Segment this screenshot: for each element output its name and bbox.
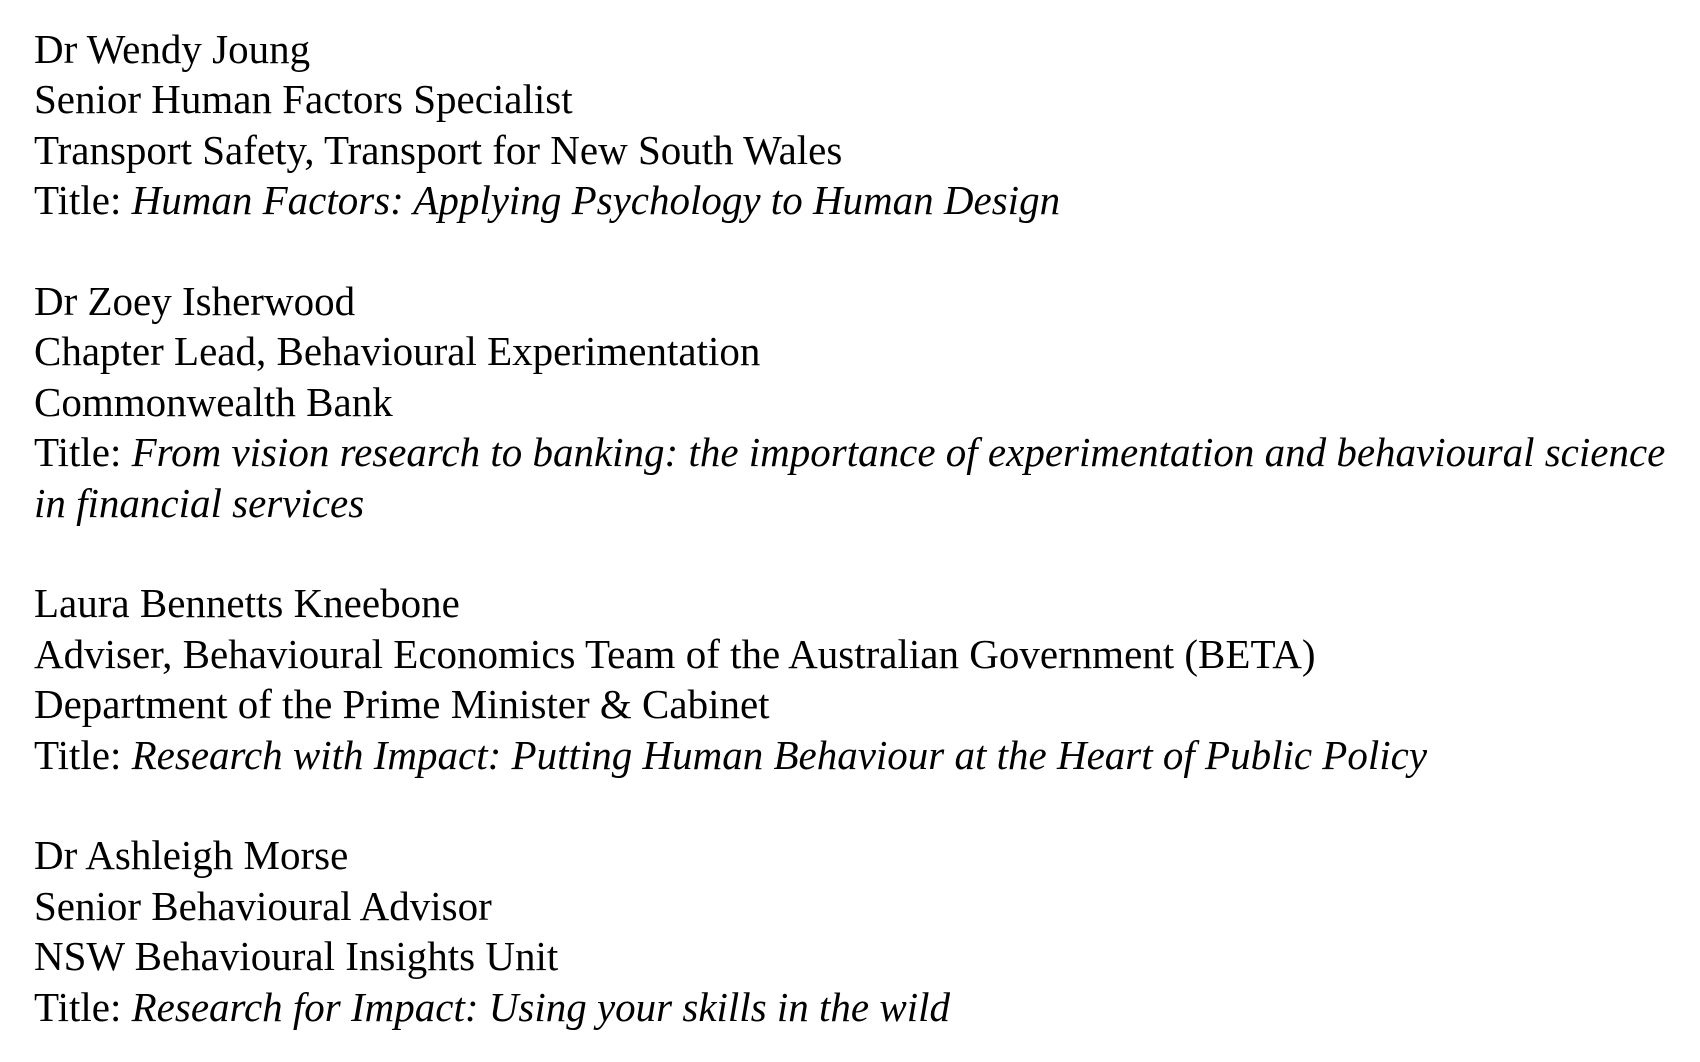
speaker-organisation: NSW Behavioural Insights Unit — [34, 933, 559, 980]
talk-title: Research with Impact: Putting Human Behaviour at the Heart of Public Policy — [131, 731, 1428, 778]
speaker-organisation: Commonwealth Bank — [34, 378, 393, 425]
speaker-role: Senior Human Factors Specialist — [34, 76, 573, 123]
talk-title-label: Title: — [34, 731, 132, 778]
talk-title: Human Factors: Applying Psychology to Human Design — [131, 177, 1061, 224]
talk-title-line — [34, 427, 1674, 528]
speaker-name: Dr Zoey Isherwood — [34, 278, 356, 325]
speaker-role: Chapter Lead, Behavioural Experimentation — [34, 328, 761, 375]
talk-title-line — [34, 730, 1674, 780]
speaker-entry — [34, 276, 1674, 528]
speaker-organisation: Transport Safety, Transport for New South Wales — [34, 126, 843, 173]
speaker-name: Dr Ashleigh Morse — [34, 832, 349, 879]
speaker-organisation: Department of the Prime Minister & Cabinet — [34, 681, 770, 728]
talk-title-line — [34, 175, 1674, 225]
talk-title-label: Title: — [34, 177, 132, 224]
speaker-entry — [34, 24, 1674, 226]
speaker-entry — [34, 578, 1674, 780]
talk-title: Research for Impact: Using your skills in the wild — [131, 983, 951, 1030]
talk-title: From vision research to banking: the importance of experimentation and behavioural science in financial services — [34, 429, 1666, 526]
talk-title-label: Title: — [34, 983, 132, 1030]
speaker-role: Adviser, Behavioural Economics Team of the Australian Government (BETA) — [34, 630, 1316, 677]
speaker-name: Dr Wendy Joung — [34, 26, 311, 72]
talk-title-line — [34, 982, 1674, 1032]
speaker-role: Senior Behavioural Advisor — [34, 882, 492, 929]
speaker-list — [34, 24, 1674, 1032]
talk-title-label: Title: — [34, 429, 132, 476]
speaker-name: Laura Bennetts Kneebone — [34, 580, 460, 627]
speaker-entry — [34, 830, 1674, 1032]
